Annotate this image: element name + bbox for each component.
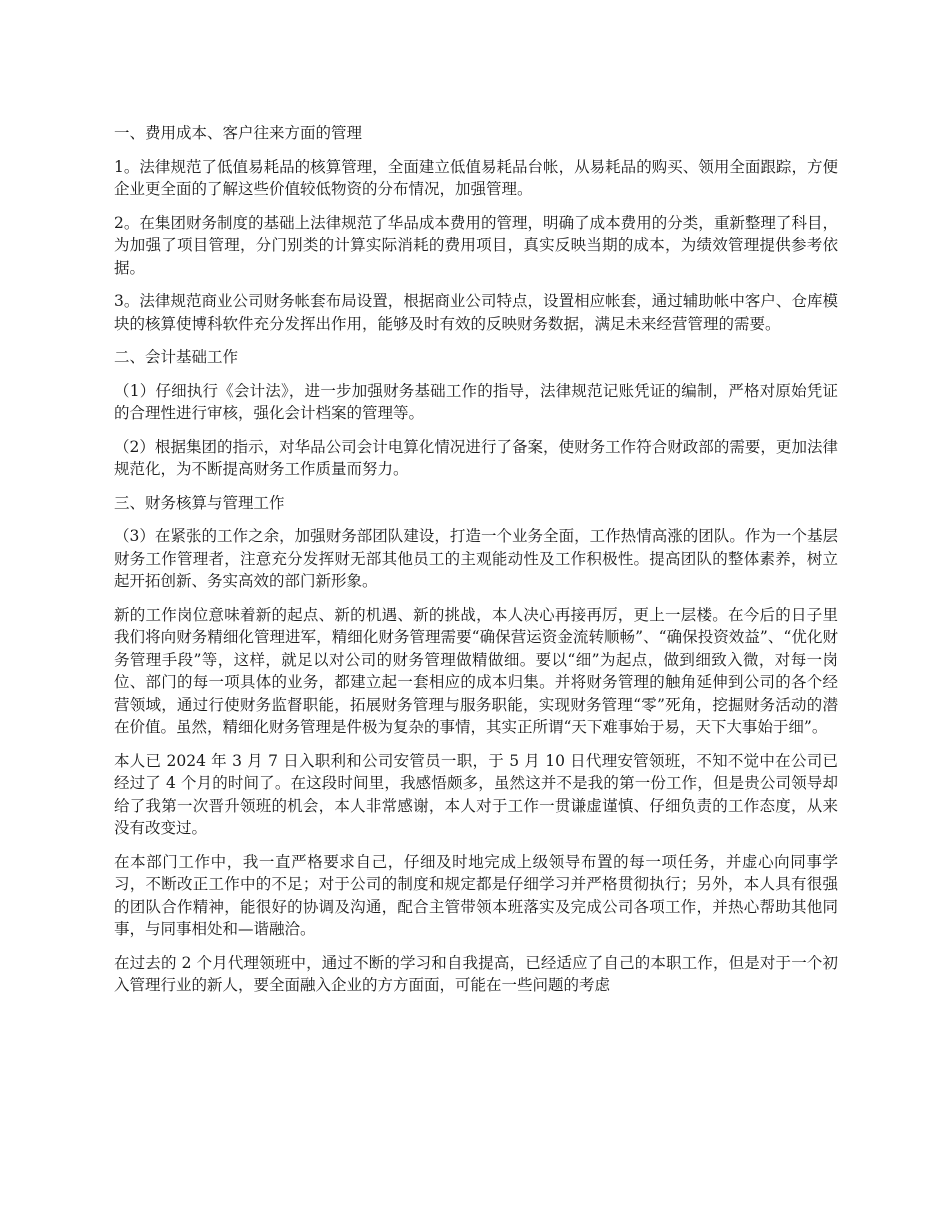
section-heading-3: 三、财务核算与管理工作 xyxy=(114,493,285,512)
paragraph-9: 在本部门工作中，我一直严格要求自己，仔细及时地完成上级领导布置的每一项任务，并虚心向同事学习，不断改正工作中的不足；对于公司的制度和规定都是仔细学习并严格贯彻执行；另外，本人具有很强的团队合作精神，能很好的协调及沟通，配合主管带领本班落实及完成公司各项工作，并热心帮助其他同事，与同事相处和—谐融洽。 xyxy=(114,852,838,938)
paragraph-5: （2）根据集团的指示，对华品公司会计电算化情况进行了备案，使财务工作符合财政部的需要，更加法律规范化，为不断提高财务工作质量而努力。 xyxy=(114,437,838,478)
paragraph-1: 1。法律规范了低值易耗品的核算管理，全面建立低值易耗品台帐，从易耗品的购买、领用全面跟踪，方便企业更全面的了解这些价值较低物资的分布情况，加强管理。 xyxy=(114,157,838,198)
paragraph-3: 3。法律规范商业公司财务帐套布局设置，根据商业公司特点，设置相应帐套，通过辅助帐中客户、仓库模块的核算使博科软件充分发挥出作用，能够及时有效的反映财务数据，满足未来经营管理的需要。 xyxy=(114,292,838,333)
paragraph-2: 2。在集团财务制度的基础上法律规范了华品成本费用的管理，明确了成本费用的分类，重新整理了科目，为加强了项目管理，分门别类的计算实际消耗的费用项目，真实反映当期的成本，为绩效管理提供参考依据。 xyxy=(114,213,838,277)
document-page xyxy=(114,122,838,1008)
paragraph-6: （3）在紧张的工作之余，加强财务部团队建设，打造一个业务全面，工作热情高涨的团队。作为一个基层财务工作管理者，注意充分发挥财无部其他员工的主观能动性及工作积极性。提高团队的整体素养，树立起开拓创新、务实高效的部门新形象。 xyxy=(114,527,838,590)
paragraph-10: 在过去的 2 个月代理领班中，通过不断的学习和自我提高，已经适应了自己的本职工作，但是对于一个初入管理行业的新人，要全面融入企业的方方面面，可能在一些问题的考虑 xyxy=(114,953,838,994)
paragraph-4: （1）仔细执行《会计法》，进一步加强财务基础工作的指导，法律规范记账凭证的编制，严格对原始凭证的合理性进行审核，强化会计档案的管理等。 xyxy=(114,381,838,422)
section-heading-2: 二、会计基础工作 xyxy=(114,348,239,366)
paragraph-7: 新的工作岗位意味着新的起点、新的机遇、新的挑战，本人决心再接再厉，更上一层楼。在今后的日子里我们将向财务精细化管理进军，精细化财务管理需要“确保营运资金流转顺畅”、“确保投资效益”、“优化财务管理手段”等，这样，就足以对公司的财务管理做精做细。要以“细”为起点，做到细致入微，对每一岗位、部门的每一项具体的业务，都建立起一套相应的成本归集。并将财务管理的触角延伸到公司的各个经营领域，通过行使财务监督职能，拓展财务管理与服务职能，实现财务管理“零”死角，挖掘财务活动的潜在价值。虽然，精细化财务管理是件极为复杂的事情，其实正所谓“天下难事始于易，天下大事始于细”。 xyxy=(114,605,838,736)
section-heading-1: 一、费用成本、客户往来方面的管理 xyxy=(114,124,363,142)
paragraph-8: 本人已 2024 年 3 月 7 日入职利和公司安管员一职，于 5 月 10 日代理安管领班，不知不觉中在公司已经过了 4 个月的时间了。在这段时间里，我感悟颇多，虽然这并不是我的第一份工作，但是贵公司领导却给了我第一次晋升领班的机会，本人非常感谢，本人对于工作一贯谦虚谨慎、仔细负责的工作态度，从来没有改变过。 xyxy=(114,751,838,837)
